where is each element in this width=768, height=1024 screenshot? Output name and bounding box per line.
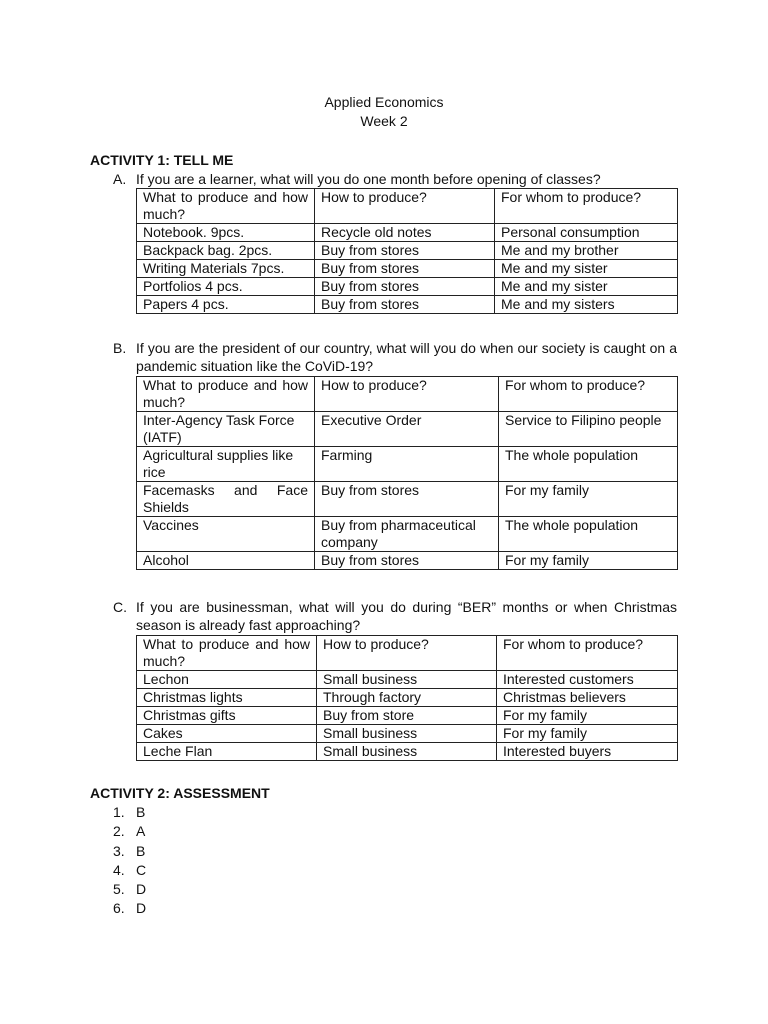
table-row <box>137 707 678 725</box>
table-row <box>137 278 678 296</box>
cell-what: Vaccines <box>137 517 315 552</box>
list-item <box>113 803 146 822</box>
cell-whom: Me and my sister <box>495 278 678 296</box>
cell-how: Buy from stores <box>315 260 495 278</box>
list-item <box>113 861 146 880</box>
item-answer: C <box>136 861 147 878</box>
cell-whom: Interested customers <box>497 671 678 689</box>
item-number: 6. <box>113 900 125 917</box>
cell-what: Christmas gifts <box>137 707 317 725</box>
cell-whom: Me and my sisters <box>495 296 678 314</box>
item-number: 5. <box>113 881 125 898</box>
question-letter: A. <box>113 171 127 187</box>
list-item <box>113 822 146 841</box>
header-whom: For whom to produce? <box>499 377 678 412</box>
subject-title: Applied Economics <box>324 94 444 110</box>
header-how: How to produce? <box>317 636 497 671</box>
cell-whom: Christmas believers <box>497 689 678 707</box>
cell-what: Papers 4 pcs. <box>137 296 315 314</box>
table-row <box>137 517 678 552</box>
cell-how: Small business <box>317 725 497 743</box>
cell-whom: Me and my sister <box>495 260 678 278</box>
table-header-row <box>137 636 678 671</box>
cell-whom: For my family <box>497 725 678 743</box>
cell-what: Leche Flan <box>137 743 317 761</box>
table-row <box>137 260 678 278</box>
item-number: 4. <box>113 861 125 878</box>
cell-what: Agricultural supplies like rice <box>137 447 315 482</box>
item-answer: D <box>136 900 147 917</box>
table-header-row <box>137 377 678 412</box>
cell-what: Alcohol <box>137 552 315 570</box>
question-text: If you are businessman, what will you do during “BER” months or when Christmas season is already fast approaching? <box>136 599 677 633</box>
table-header-row <box>137 189 678 224</box>
table-row <box>137 671 678 689</box>
item-number: 2. <box>113 823 125 840</box>
table-row <box>137 447 678 482</box>
item-answer: B <box>136 842 146 859</box>
document-header <box>0 93 768 131</box>
cell-how: Buy from stores <box>315 278 495 296</box>
cell-whom: The whole population <box>499 447 678 482</box>
cell-whom: For my family <box>497 707 678 725</box>
header-whom: For whom to produce? <box>497 636 678 671</box>
cell-whom: For my family <box>499 552 678 570</box>
question-text: If you are the president of our country, what will you do when our society is caught on a pandemic situation like the CoViD-19? <box>136 340 677 374</box>
table-b <box>136 376 678 570</box>
cell-what: Facemasks and Face Shields <box>137 482 315 517</box>
cell-what: Cakes <box>137 725 317 743</box>
item-answer: B <box>136 804 146 820</box>
cell-how: Through factory <box>317 689 497 707</box>
table-row <box>137 296 678 314</box>
cell-what: Backpack bag. 2pcs. <box>137 242 315 260</box>
cell-whom: Personal consumption <box>495 224 678 242</box>
question-text: If you are a learner, what will you do one month before opening of classes? <box>136 171 601 187</box>
item-answer: D <box>136 881 147 898</box>
cell-whom: Interested buyers <box>497 743 678 761</box>
table-row <box>137 482 678 517</box>
question-letter: C. <box>113 599 127 615</box>
header-whom: For whom to produce? <box>495 189 678 224</box>
table-row <box>137 725 678 743</box>
cell-whom: For my family <box>499 482 678 517</box>
item-number: 3. <box>113 842 125 859</box>
cell-how: Buy from stores <box>315 482 499 517</box>
table-row <box>137 689 678 707</box>
table-row <box>137 552 678 570</box>
cell-what: Christmas lights <box>137 689 317 707</box>
header-what: What to produce and how much? <box>137 189 315 224</box>
table-a <box>136 188 678 314</box>
header-what: What to produce and how much? <box>137 636 317 671</box>
header-what: What to produce and how much? <box>137 377 315 412</box>
cell-how: Buy from pharmaceutical company <box>315 517 499 552</box>
table-row <box>137 224 678 242</box>
activity1-heading: ACTIVITY 1: TELL ME <box>90 152 234 168</box>
cell-how: Buy from stores <box>315 242 495 260</box>
cell-how: Small business <box>317 743 497 761</box>
item-number: 1. <box>113 804 125 820</box>
cell-whom: Service to Filipino people <box>499 412 678 447</box>
table-row <box>137 242 678 260</box>
header-how: How to produce? <box>315 189 495 224</box>
cell-how: Buy from stores <box>315 296 495 314</box>
cell-whom: The whole population <box>499 517 678 552</box>
table-c <box>136 635 678 761</box>
table-row <box>137 743 678 761</box>
activity2-heading: ACTIVITY 2: ASSESSMENT <box>90 785 270 801</box>
cell-how: Buy from stores <box>315 552 499 570</box>
cell-what: Portfolios 4 pcs. <box>137 278 315 296</box>
cell-how: Buy from store <box>317 707 497 725</box>
cell-how: Executive Order <box>315 412 499 447</box>
cell-what: Lechon <box>137 671 317 689</box>
answer-list <box>113 803 146 919</box>
list-item <box>113 899 146 918</box>
item-answer: A <box>136 823 146 840</box>
cell-how: Recycle old notes <box>315 224 495 242</box>
cell-what: Inter-Agency Task Force (IATF) <box>137 412 315 447</box>
question-letter: B. <box>113 340 127 356</box>
cell-whom: Me and my brother <box>495 242 678 260</box>
table-row <box>137 412 678 447</box>
cell-what: Notebook. 9pcs. <box>137 224 315 242</box>
cell-how: Farming <box>315 447 499 482</box>
header-how: How to produce? <box>315 377 499 412</box>
cell-how: Small business <box>317 671 497 689</box>
list-item <box>113 880 146 899</box>
cell-what: Writing Materials 7pcs. <box>137 260 315 278</box>
week-label: Week 2 <box>360 113 408 129</box>
list-item <box>113 842 146 861</box>
